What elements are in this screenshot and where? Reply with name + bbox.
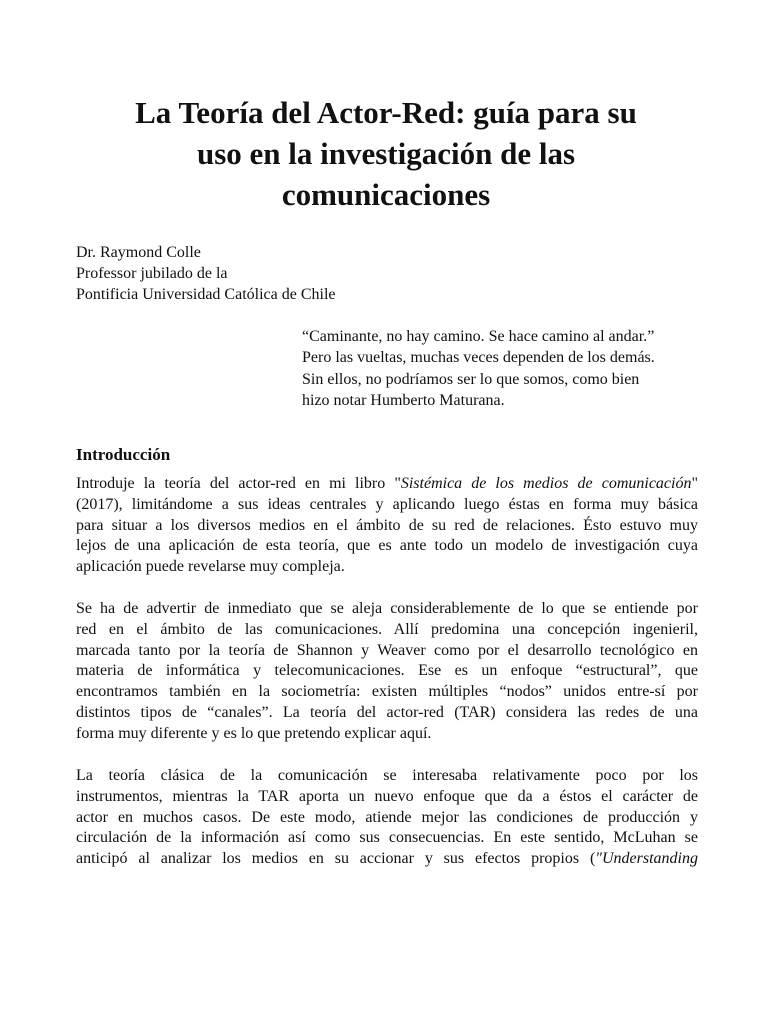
epigraph-line: “Caminante, no hay camino. Se hace camino al andar.”	[302, 328, 655, 345]
paragraph-3	[76, 766, 698, 870]
paragraph-line: La teoría clásica de la comunicación se interesaba relativamente poco por los	[76, 767, 698, 784]
epigraph-line: Sin ellos, no podríamos ser lo que somos, como bien	[302, 370, 640, 388]
section-heading: Introducción	[76, 445, 171, 464]
paragraph-line: instrumentos, mientras la TAR aporta un nuevo enfoque que da a éstos el carácter de	[76, 787, 698, 805]
paragraph-line: aplicación puede revelarse muy compleja.	[76, 558, 345, 576]
paragraph-line: distintos tipos de “canales”. La teoría del actor-red (TAR) considera las redes de una	[76, 703, 698, 721]
epigraph-line: Pero las vueltas, muchas veces dependen de los demás.	[302, 349, 655, 367]
author-institution: Pontificia Universidad Católica de Chile	[76, 286, 336, 303]
paragraph-line: forma muy diferente y es lo que pretendo explicar aquí.	[76, 724, 432, 742]
title-line: uso en la investigación de las	[196, 136, 576, 171]
paragraph-1	[76, 474, 698, 578]
text-run: "	[691, 475, 698, 492]
paragraph-line: encontramos también en la sociometría: existen múltiples “nodos” unidos entre-sí por	[76, 683, 698, 701]
paragraph-line	[76, 849, 698, 870]
title-line: La Teoría del Actor-Red: guía para su	[135, 95, 637, 130]
epigraph	[302, 326, 697, 411]
paragraph-2	[76, 599, 698, 745]
paragraph-line: circulación de la información así como sus consecuencias. En este sentido, McLuhan se	[76, 829, 698, 847]
book-title: "Understanding	[595, 850, 698, 868]
author-position: Professor jubilado de la	[76, 265, 228, 282]
paragraph-line: para situar a los diversos medios en el ámbito de su red de relaciones. Ésto estuvo muy	[76, 516, 698, 534]
text-run: anticipó al analizar los medios en su accionar y sus efectos propios (	[76, 850, 596, 868]
epigraph-line: hizo notar Humberto Maturana.	[302, 391, 505, 409]
text-run: Introduje la teoría del actor-red en mi libro "	[76, 475, 401, 492]
paragraph-line	[76, 474, 698, 495]
paragraph-line: lejos de una aplicación de esta teoría, que es ante todo un modelo de investigación cuya	[76, 537, 698, 555]
paragraph-line: red en el ámbito de las comunicaciones. Allí predomina una concepción ingenieril,	[76, 620, 698, 638]
paragraph-line: materia de informática y telecomunicaciones. Ese es un enfoque “estructural”, que	[76, 662, 698, 680]
author-name: Dr. Raymond Colle	[76, 244, 201, 261]
author-block	[76, 242, 336, 305]
paragraph-line: actor en muchos casos. De este modo, atiende mejor las condiciones de producción y	[76, 808, 698, 826]
paragraph-line: (2017), limitándome a sus ideas centrales y aplicando luego éstas en forma muy básica	[76, 495, 698, 513]
paragraph-line: Se ha de advertir de inmediato que se aleja considerablemente de lo que se entiende por	[76, 600, 698, 617]
book-title: Sistémica de los medios de comunicación	[400, 475, 692, 492]
title-line: comunicaciones	[281, 177, 491, 212]
paragraph-line: marcada tanto por la teoría de Shannon y Weaver como por el desarrollo tecnológico en	[76, 641, 698, 659]
document-title	[60, 92, 712, 215]
